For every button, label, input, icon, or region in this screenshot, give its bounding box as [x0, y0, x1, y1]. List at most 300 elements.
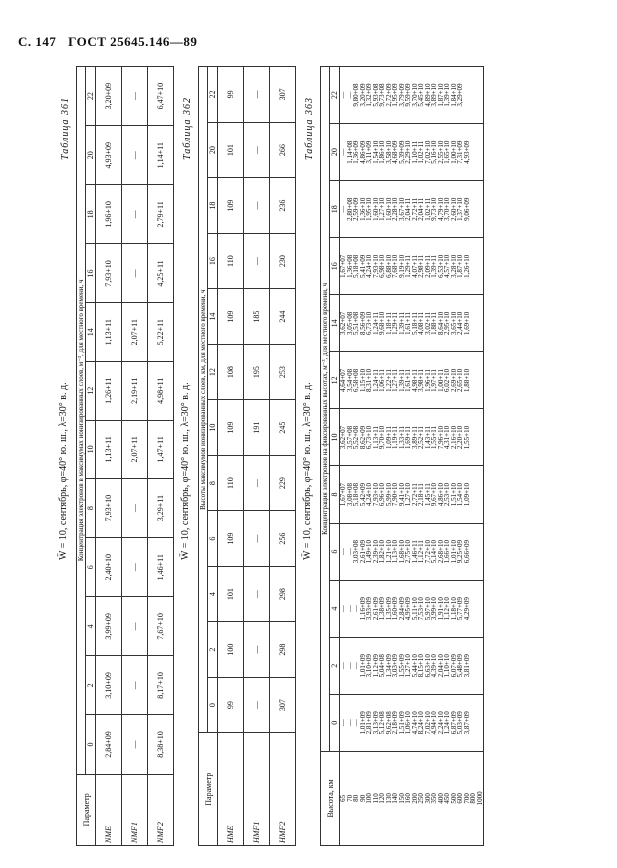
value-cell: 1,95+09 [391, 83, 399, 107]
value-cell: 191 [244, 400, 270, 456]
value-cell: 1,38+09 [378, 597, 386, 621]
value-cell: 1,96+11 [423, 368, 432, 392]
value-cell: 3,28+10 [449, 254, 458, 278]
value-cell: 1,87+10 [456, 254, 464, 278]
hour-header: 12 [330, 352, 340, 409]
value-cell: 1,19+11 [391, 426, 399, 449]
value-cell: 4,94+10 [430, 711, 438, 735]
value-cell: 5,18+08 [352, 254, 360, 278]
height-value: 110 [371, 793, 380, 804]
value-cell: 3,93+09 [365, 597, 373, 621]
value-cell: 5,18+08 [352, 482, 360, 507]
value-cell: 253 [270, 344, 296, 400]
value-cell: 185 [244, 289, 270, 345]
hour-header: 22 [86, 67, 96, 126]
value-cell: 8,24+10 [417, 711, 425, 735]
value-column [340, 694, 484, 751]
hour-header: 16 [208, 233, 218, 289]
value-cell: 1,97+11 [430, 368, 438, 392]
value-cell: 2,40+10 [96, 538, 122, 597]
value-cell: 7,31+09 [456, 140, 464, 164]
height-value: 100 [365, 793, 373, 804]
value-cell: 3,13+09 [371, 711, 380, 735]
value-cell: 1,61+11 [404, 311, 412, 335]
value-cell: 6,02+10 [443, 368, 451, 393]
value-cell: 2,16+10 [449, 425, 458, 450]
value-cell: — [339, 205, 347, 213]
value-cell: 2,18+11 [417, 483, 425, 507]
table-row [218, 67, 244, 846]
value-cell: 1,49+10 [365, 540, 373, 564]
value-cell: 5,16+10 [430, 140, 438, 164]
value-cell [477, 239, 484, 293]
value-cell: 4,39+10 [430, 654, 438, 678]
value-cell: 4,74+10 [410, 711, 419, 735]
value-cell: 1,55+11 [430, 426, 438, 449]
value-cell: 9,70+10 [378, 425, 386, 450]
value-cell: 1,06+11 [378, 368, 386, 392]
value-cell: 1,43+11 [423, 426, 432, 449]
value-cell: 256 [270, 511, 296, 567]
value-cell: 1,47+11 [148, 420, 174, 479]
table-362-condition: W̄ = 10, сентябрь, φ=40° ю. ш., λ=30° в. д. [180, 382, 191, 560]
value-cell: 266 [270, 122, 296, 178]
height-value: 350 [430, 793, 438, 804]
value-cell: 3,20+09 [96, 67, 122, 126]
value-cell: 2,24+10 [436, 711, 445, 735]
value-cell: 1,16+09 [358, 597, 367, 621]
value-cell [477, 182, 484, 236]
value-cell: 2,80+08 [345, 197, 354, 221]
value-cell: 3,62+07 [339, 425, 347, 450]
value-cell: 1,37+10 [456, 197, 464, 221]
table-363-title: Таблица 363 [304, 97, 315, 160]
value-cell: 1,27+10 [404, 482, 412, 507]
value-cell: 3,99+10 [430, 597, 438, 621]
value-cell: 100 [218, 622, 244, 678]
value-cell: 5,45+10 [417, 83, 425, 107]
value-cell: 2,95+10 [443, 311, 451, 335]
value-cell: 1,02+11 [423, 197, 432, 221]
value-cell: 2,19+11 [122, 362, 148, 421]
table-361-condition: W̄ = 10, сентябрь, φ=40° ю. ш., λ=30° в. д. [58, 382, 69, 560]
table-row [244, 67, 270, 846]
value-cell: — [244, 67, 270, 123]
value-cell: 1,13+11 [371, 426, 380, 449]
value-cell: 1,35+09 [384, 597, 393, 621]
value-cell: 8,15+10 [417, 654, 425, 678]
value-cell: — [244, 622, 270, 678]
value-cell: 6,73+10 [365, 311, 373, 335]
value-cell: — [345, 662, 354, 670]
value-cell [477, 353, 484, 407]
value-cell: 9,06+09 [462, 197, 471, 221]
hour-header: 8 [330, 466, 340, 523]
param-name: NMF2 [148, 774, 174, 845]
page-header [18, 34, 205, 50]
hour-header: 2 [208, 622, 218, 678]
value-cell: 1,55+09 [397, 654, 406, 678]
table-row [340, 67, 484, 846]
value-cell: 2,07+11 [122, 303, 148, 362]
value-cell: 7,96+10 [436, 425, 445, 450]
value-cell: — [345, 605, 354, 613]
table-363-condition: W̄ = 10, сентябрь, φ=40° ю. ш., λ=30° в. д. [302, 382, 313, 560]
value-cell: — [244, 233, 270, 289]
table-row [96, 67, 122, 846]
value-cell: 7,90+10 [391, 482, 399, 507]
table-row [270, 67, 296, 846]
value-cell: 2,39+10 [371, 540, 380, 564]
value-cell: 2,09+11 [423, 254, 432, 278]
height-value: 300 [423, 793, 432, 804]
value-cell: 1,39+11 [397, 311, 406, 335]
value-cell: 5,99+10 [384, 482, 393, 507]
value-cell: — [122, 244, 148, 303]
value-cell: 7,02+10 [423, 140, 432, 164]
value-cell: 7,53+10 [417, 597, 425, 621]
value-cell: 101 [218, 122, 244, 178]
value-cell: — [122, 479, 148, 538]
value-cell: 1,66+10 [443, 540, 451, 564]
height-header: Высота, км [321, 751, 340, 845]
value-cell: 1,82+10 [378, 540, 386, 564]
value-cell: 99 [218, 677, 244, 733]
value-column [340, 352, 484, 409]
value-cell: 1,01+10 [449, 540, 458, 564]
hour-header: 4 [208, 566, 218, 622]
hour-header: 14 [86, 303, 96, 362]
value-cell: 1,02+11 [417, 140, 425, 164]
hour-header: 6 [330, 523, 340, 580]
value-cell: 9,25+09 [456, 540, 464, 564]
value-cell: 6,88+10 [384, 254, 393, 278]
value-cell: 108 [218, 344, 244, 400]
value-cell: 3,79+09 [397, 83, 406, 107]
value-cell: 2,04+11 [417, 197, 425, 221]
value-cell: 1,24+11 [371, 311, 380, 335]
value-cell: 2,52+11 [417, 426, 425, 449]
value-cell: 1,91+10 [436, 597, 445, 621]
value-cell: — [339, 662, 347, 670]
table-361-title: Таблица 361 [60, 97, 71, 160]
value-cell: — [244, 511, 270, 567]
value-cell: 1,24+11 [371, 368, 380, 392]
hour-header: 12 [208, 344, 218, 400]
value-cell: 1,69+11 [404, 426, 412, 449]
value-cell: 6,96+10 [378, 482, 386, 507]
value-cell: 1,27+10 [404, 654, 412, 678]
value-cell: 1,00+10 [449, 140, 458, 164]
value-cell: 1,45+11 [423, 483, 432, 507]
value-cell: 1,87+10 [436, 83, 445, 107]
value-cell: 9,73+10 [430, 197, 438, 221]
value-cell: — [339, 148, 347, 156]
value-cell: 307 [270, 67, 296, 123]
value-cell: 2,69+10 [449, 368, 458, 393]
value-cell: 6,98+10 [378, 254, 386, 278]
height-value: 150 [397, 793, 406, 804]
value-cell: 2,61+09 [358, 540, 367, 564]
value-cell: 3,87+09 [462, 711, 471, 735]
gost-code: ГОСТ 25645.146—89 [68, 34, 198, 49]
value-cell: 9,80+08 [352, 83, 360, 107]
height-value: 90 [358, 794, 367, 802]
value-cell: 195 [244, 344, 270, 400]
value-column [340, 238, 484, 295]
value-cell: 9,62+08 [384, 711, 393, 735]
value-cell: 6,47+10 [148, 67, 174, 126]
rotated-content [54, 60, 614, 850]
value-cell: 3,62+07 [339, 311, 347, 335]
span-header: Концентрация электронов в максимумах ионизированных слоев, м⁻³, для местного времени, ч [77, 67, 86, 775]
hour-header: 18 [330, 181, 340, 238]
value-cell: 2,28+10 [391, 197, 399, 221]
value-cell: 2,60+10 [449, 197, 458, 221]
value-cell: 1,26+10 [462, 254, 471, 278]
value-cell: 245 [270, 400, 296, 456]
hour-header: 12 [86, 362, 96, 421]
value-cell: 6,66+09 [462, 540, 471, 564]
value-cell: 2,04+10 [436, 654, 445, 678]
value-cell: 9,73+08 [378, 83, 386, 107]
value-cell [477, 68, 484, 122]
hour-header: 20 [330, 124, 340, 181]
value-cell: — [345, 719, 354, 727]
value-cell: 4,98+11 [410, 368, 419, 392]
value-cell: 8,17+10 [148, 656, 174, 715]
value-cell: 3,20+09 [358, 83, 367, 107]
hour-header: 8 [208, 455, 218, 511]
value-cell: 3,03+08 [352, 540, 360, 564]
value-cell: 1,39+11 [397, 368, 406, 392]
value-column [340, 409, 484, 466]
value-cell: — [244, 677, 270, 733]
height-value: 140 [391, 793, 399, 804]
value-cell: 5,39+09 [397, 140, 406, 164]
value-cell: 1,54+10 [456, 482, 464, 507]
height-value: 400 [436, 793, 445, 804]
value-cell: — [122, 597, 148, 656]
hour-header: 18 [86, 185, 96, 244]
value-cell: 9,19+10 [397, 254, 406, 278]
value-cell: 1,01+09 [358, 654, 367, 678]
value-cell: 5,41+09 [358, 254, 367, 278]
value-cell: 6,87+09 [449, 711, 458, 735]
value-column [340, 295, 484, 352]
value-cell: 3,02+11 [423, 311, 432, 335]
value-cell: 5,14+10 [430, 540, 438, 564]
value-cell: 1,09+11 [384, 426, 393, 449]
value-cell: 7,93+10 [96, 244, 122, 303]
value-cell: 5,97+10 [423, 597, 432, 621]
value-cell: 1,29+11 [404, 254, 412, 278]
value-cell: 1,18+10 [449, 597, 458, 621]
value-cell: 9,68+10 [378, 311, 386, 335]
value-cell: — [345, 91, 354, 99]
table-362 [198, 66, 296, 846]
value-cell: 109 [218, 178, 244, 234]
param-name: NMF1 [122, 774, 148, 845]
value-cell: 4,25+11 [148, 244, 174, 303]
param-name: HME [218, 733, 244, 846]
hour-header: 2 [330, 637, 340, 694]
hour-header: 0 [330, 694, 340, 751]
span-header: Высоты максимумов ионизированных слоев, км, для местного времени, ч [199, 67, 208, 733]
value-cell: 5,77+09 [456, 597, 464, 621]
value-cell: 2,84+09 [96, 715, 122, 774]
value-cell: 1,95+10 [365, 197, 373, 221]
value-cell: — [352, 605, 360, 613]
height-value: 800 [469, 793, 477, 804]
value-cell: 1,01+09 [358, 711, 367, 735]
table-363 [320, 66, 484, 846]
hour-header: 8 [86, 479, 96, 538]
value-cell: 3,11+09 [365, 140, 373, 164]
value-cell: 4,93+09 [462, 140, 471, 164]
value-cell: 2,55+10 [436, 140, 445, 164]
value-cell: 101 [218, 566, 244, 622]
height-value: 200 [410, 793, 419, 804]
value-cell: 1,39+10 [443, 83, 451, 107]
value-cell: 1,24+10 [443, 711, 451, 735]
value-cell: — [122, 538, 148, 597]
value-cell: 2,65+10 [456, 368, 464, 393]
value-cell: 8,62+09 [358, 425, 367, 450]
value-cell: 3,10+09 [96, 656, 122, 715]
hour-header: 10 [330, 409, 340, 466]
value-cell: 2,44+10 [456, 311, 464, 335]
hour-header: 4 [330, 580, 340, 637]
value-cell: 2,07+11 [122, 420, 148, 479]
value-cell: 3,70+10 [443, 197, 451, 221]
value-cell: 7,72+10 [423, 540, 432, 564]
hour-header: 22 [208, 67, 218, 123]
value-cell: 307 [270, 677, 296, 733]
value-cell: 1,12+10 [443, 597, 451, 621]
value-cell: 2,53+10 [443, 482, 451, 507]
table-row [148, 67, 174, 846]
value-cell: 8,64+10 [436, 311, 445, 335]
value-cell: — [244, 178, 270, 234]
value-cell [477, 582, 484, 636]
value-cell: 5,51+08 [352, 311, 360, 335]
value-cell: 1,27+10 [378, 197, 386, 221]
param-name: HMF1 [244, 733, 270, 846]
value-cell: 1,60+09 [391, 597, 399, 621]
value-cell: 1,51+09 [397, 711, 406, 735]
hour-header: 6 [208, 511, 218, 567]
hour-header: 18 [208, 178, 218, 234]
value-cell: — [244, 566, 270, 622]
hour-header: 20 [208, 122, 218, 178]
value-cell: 3,89+11 [410, 426, 419, 449]
height-value: 130 [384, 793, 393, 804]
value-cell: 1,55+10 [462, 425, 471, 450]
value-cell: 4,24+10 [365, 254, 373, 278]
value-cell: 3,81+09 [462, 654, 471, 678]
value-cell: 2,04+11 [404, 197, 412, 221]
value-cell: — [339, 719, 347, 727]
value-cell: 230 [270, 233, 296, 289]
value-cell: 1,54+10 [371, 140, 380, 164]
value-cell: 2,72+11 [410, 197, 419, 221]
height-value: 450 [443, 793, 451, 804]
value-cell [477, 468, 484, 522]
value-cell: 5,03+09 [456, 711, 464, 735]
table-362-title: Таблица 362 [182, 97, 193, 160]
value-cell [477, 639, 484, 693]
hour-header: 16 [330, 238, 340, 295]
value-cell: 3,29+11 [148, 479, 174, 538]
value-cell: 1,88+11 [430, 311, 438, 335]
value-cell: 4,64+07 [339, 368, 347, 393]
value-cell: 2,68+10 [436, 540, 445, 564]
span-header: Концентрация электронов на фиксированных высотах, м⁻³, для местного времени, ч [321, 67, 330, 752]
value-cell: 4,86+10 [436, 482, 445, 507]
value-cell: — [345, 548, 354, 556]
value-cell: — [122, 715, 148, 774]
value-cell: 3,58+10 [384, 140, 393, 164]
value-cell: 1,34+09 [384, 654, 393, 678]
value-cell: 3,65+10 [449, 311, 458, 335]
value-cell: 3,70+10 [410, 83, 419, 107]
value-cell: 9,67+10 [430, 482, 438, 507]
value-cell: 2,98+11 [417, 254, 425, 278]
value-cell: 1,14+08 [345, 140, 354, 164]
value-cell [477, 525, 484, 579]
hour-header: 10 [86, 420, 96, 479]
hour-header: 6 [86, 538, 96, 597]
hour-header: 22 [330, 67, 340, 124]
value-cell: 1,13+10 [391, 540, 399, 564]
value-cell: 6,58+08 [352, 368, 360, 393]
value-cell: 1,36+08 [345, 254, 354, 278]
value-cell: 2,79+11 [148, 185, 174, 244]
height-value: 500 [449, 793, 458, 804]
hour-header: 0 [86, 715, 96, 774]
value-cell: 2,18+09 [391, 711, 399, 735]
value-cell: 1,14+11 [148, 126, 174, 185]
value-cell: 2,20+10 [456, 425, 464, 450]
height-value: 250 [417, 793, 425, 804]
height-value: 160 [404, 793, 412, 804]
value-cell: 298 [270, 566, 296, 622]
value-cell: 3,98+11 [417, 368, 425, 392]
value-cell: 3,57+08 [345, 425, 354, 450]
value-cell: — [339, 548, 347, 556]
value-cell: 4,31+10 [443, 425, 451, 450]
value-cell: 1,65+10 [443, 140, 451, 164]
value-cell: 1,60+10 [371, 197, 380, 221]
height-value: 65 [339, 794, 347, 802]
value-cell: 1,12+11 [417, 540, 425, 564]
hour-header: 0 [208, 677, 218, 733]
value-cell: 1,68+10 [397, 540, 406, 564]
value-cell: 2,59+09 [352, 197, 360, 221]
value-cell: 1,46+11 [148, 538, 174, 597]
value-cell: 1,09+10 [462, 482, 471, 507]
value-cell: — [122, 656, 148, 715]
value-cell: 1,39+11 [430, 254, 438, 278]
value-cell: 1,27+11 [391, 368, 399, 392]
value-cell: 1,67+07 [339, 254, 347, 278]
hour-header: 14 [330, 295, 340, 352]
value-cell: 5,22+11 [148, 303, 174, 362]
value-cell: — [339, 605, 347, 613]
value-cell: 9,41+10 [397, 482, 406, 507]
value-cell: 4,98+11 [148, 362, 174, 421]
